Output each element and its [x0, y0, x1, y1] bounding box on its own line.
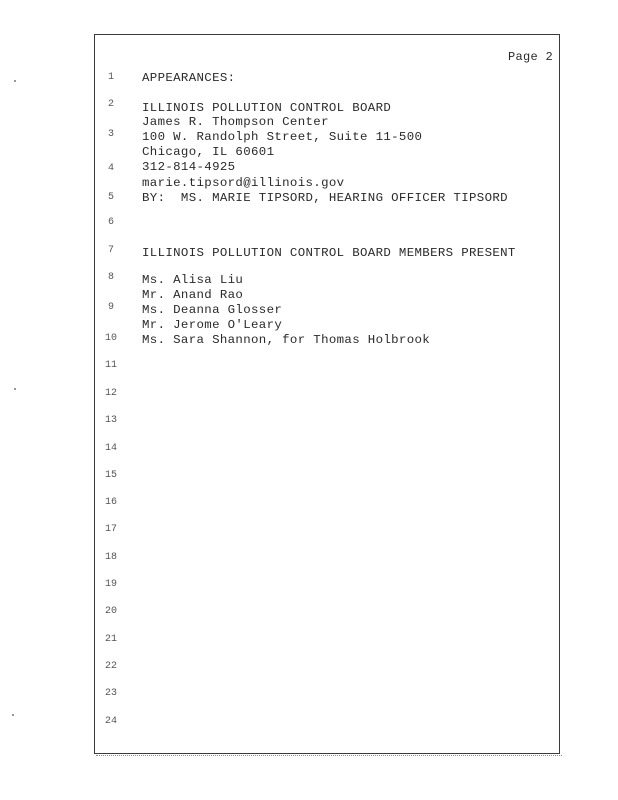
line-number: 3: [107, 129, 114, 140]
line-number: 4: [107, 163, 114, 174]
board-member: Mr. Anand Rao: [142, 288, 244, 302]
line-number: 1: [107, 72, 114, 83]
scan-speck: [14, 80, 16, 82]
board-street: 100 W. Randolph Street, Suite 11-500: [142, 130, 423, 144]
scan-edge-line: [96, 755, 562, 757]
line-number: 12: [104, 388, 117, 399]
line-number: 9: [107, 302, 114, 313]
scan-speck: [12, 714, 14, 716]
line-number: 18: [104, 552, 117, 563]
line-number: 22: [104, 661, 117, 672]
line-number: 23: [104, 688, 117, 699]
line-number: 5: [107, 192, 114, 203]
line-number: 13: [104, 415, 117, 426]
board-member: Ms. Sara Shannon, for Thomas Holbrook: [142, 333, 431, 347]
line-number: 8: [107, 272, 114, 283]
board-member: Ms. Alisa Liu: [142, 273, 244, 287]
appearances-heading: APPEARANCES:: [142, 71, 236, 85]
line-number: 19: [104, 579, 117, 590]
line-number: 15: [104, 470, 117, 481]
board-phone: 312-814-4925: [142, 160, 236, 174]
scan-speck: [14, 388, 16, 390]
line-number: 20: [104, 606, 117, 617]
page-number-label: Page 2: [508, 50, 554, 64]
line-number: 21: [104, 634, 117, 645]
board-building: James R. Thompson Center: [142, 115, 329, 129]
board-email: marie.tipsord@illinois.gov: [142, 176, 345, 190]
members-heading: ILLINOIS POLLUTION CONTROL BOARD MEMBERS PRESENT: [142, 246, 516, 260]
line-number: 7: [107, 245, 114, 256]
board-member: Ms. Deanna Glosser: [142, 303, 283, 317]
line-number: 14: [104, 443, 117, 454]
line-number: 16: [104, 497, 117, 508]
board-city: Chicago, IL 60601: [142, 145, 275, 159]
board-organization: ILLINOIS POLLUTION CONTROL BOARD: [142, 101, 392, 115]
line-number: 11: [104, 360, 117, 371]
line-number: 10: [104, 333, 117, 344]
hearing-officer-line: BY: MS. MARIE TIPSORD, HEARING OFFICER TIPSORD: [142, 191, 508, 205]
line-number: 6: [107, 217, 114, 228]
line-number: 17: [104, 524, 117, 535]
line-number: 2: [107, 99, 114, 110]
line-number: 24: [104, 716, 117, 727]
board-member: Mr. Jerome O'Leary: [142, 318, 283, 332]
